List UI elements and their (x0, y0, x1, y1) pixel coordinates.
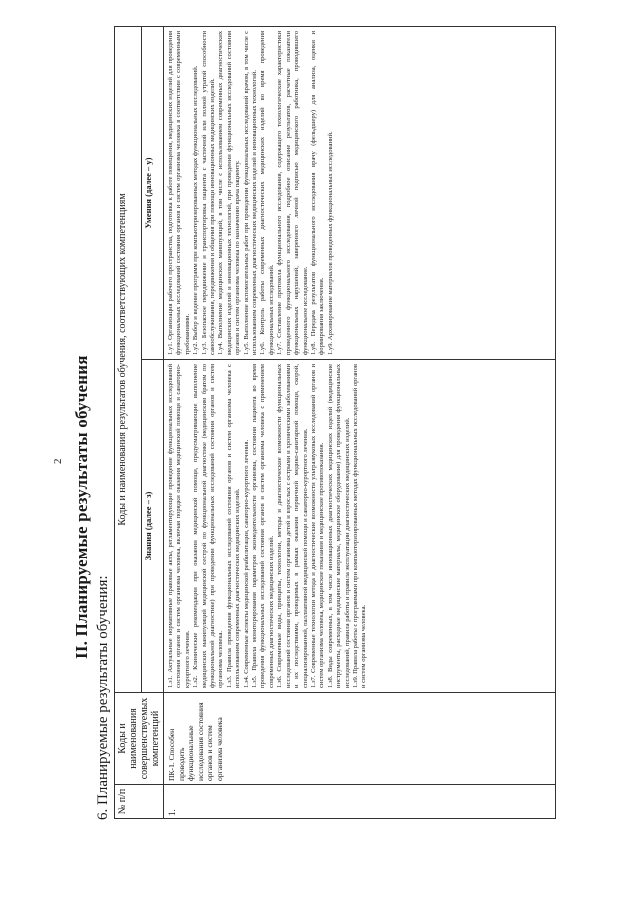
knowledge-item: 1.з8. Виды современных, в том числе инновационных диагностических медицинских изделий (медицинские инструменты, расходные медицинские материалы, медицинское оборудование) для проведения функциональных исследований, правила работы и правила эксплуатации диагностических медицинских изделий. (326, 364, 351, 688)
skill-item: 1.у8. Передача результатов функционального исследования врачу (фельдшеру) для анализа, оценки и формирования заключения. (309, 30, 326, 355)
knowledge-item: 1.з5. Правила мониторирования параметров жизнедеятельности организма, состояния пациента во время проведения функциональных исследований состояния органов и систем организма человека с применением современных диагностических медицинских изделий. (251, 364, 275, 688)
results-table (114, 26, 556, 819)
skill-item: 1.у5. Выполнение вспомогательных работ при проведении функциональных исследований врачом, в том числе с использованием современных диагностических медицинских изделий и инновационных технологий. (242, 30, 259, 355)
header-competence: Коды и наименования совершенствуемых компетенций (115, 693, 164, 785)
knowledge-item: 1.з1. Актуальные нормативные правовые акты, регламентирующие проведение функциональных исследований состояния органов и систем организма человека, включая порядки оказания медицинской помощи и санаторно-курортного лечения. (167, 364, 191, 688)
knowledge-item: 1.з9. Правила работы с программами при компьютеризированных методах функциональных исследований органов и систем организма человека. (351, 364, 368, 688)
skill-item: 1.у4. Выполнение медицинских манипуляций, в том числе с использованием современных диагностических медицинских изделий и инновационных технологий, при проведении функциональных исследований состояния органов и систем организма человека по назначению врача пациенту. (217, 30, 242, 355)
knowledge-item: 1.з3. Правила проведения функциональных исследований состояния органов и систем организма человека с использованием современных диагностических медицинских изделий. (225, 364, 242, 688)
page-number: 2 (52, 458, 64, 464)
skill-item: 1.у9. Архивирование материалов проведенных функциональных исследований. (326, 131, 334, 355)
subheader-skills: Умения (далее – у) (142, 26, 164, 359)
skill-item: 1.у6. Контроль работы современных диагностических медицинских изделий во время проведения функциональных исследований. (259, 30, 275, 355)
knowledge-item: 1.з6. Современные виды, принципы, технологии, методы и диагностические возможности функциональных исследований состояния органов и систем организма детей и взрослых с острыми и хроническими заболеваниями и их последствиями, проводимых в рамках оказания первичной медико-санитарной помощи, скорой, специализированной, паллиативной медицинской помощи и санаторно-курортного лечения. (276, 364, 309, 688)
skill-item: 1.у3. Безопасное передвижение и транспортировка пациента с частичной или полной утратой способности самообслуживания, передвижения и общения при помощи инновационных медицинских изделий. (200, 30, 217, 355)
table-row (164, 26, 556, 818)
skill-item: 1.у2. Выбор и ведение программ при компьютеризированных методах функциональных исследований. (192, 65, 200, 355)
skill-item: 1.у7. Составление протокола функционального исследования, содержащего технологические характеристики проведенного функционального исследования, подробное описание результатов, расчетные показатели функциональных нарушений, заверенного личной подписью медицинского работника, проводившего функциональное исследование. (276, 30, 309, 355)
row-number: 1. (164, 785, 556, 819)
skills-cell (164, 26, 556, 359)
table-header-row (115, 26, 142, 818)
page-heading: II. Планируемые результаты обучения (72, 355, 91, 659)
header-num: № п/п (115, 785, 164, 819)
competence-cell: ПК-1. Способен проводить функциональные исследования состояния органов и систем организма человека (164, 693, 556, 785)
header-results: Коды и наименования результатов обучения, соответствующих компетенциям (115, 26, 142, 692)
knowledge-item: 1.з7. Современные технологии метода и диагностические возможности ультразвуковых исследований органов и систем организма человека, медицинские показания и медицинские противопоказания. (309, 364, 326, 688)
knowledge-item: 1.з4. Современные аспекты медицинской реабилитации, санаторно-курортного лечения. (242, 439, 250, 688)
knowledge-cell (164, 360, 556, 693)
skill-item: 1.у1. Организация рабочего пространства, подготовка к работе помещения, медицинских изделий для проведения функциональных исследований состояния органов и систем организма человека в соответствии с современными требованиями. (167, 30, 191, 355)
knowledge-item: 1.з2. Клинические рекомендации при оказании медицинской помощи, предусматривающие выполнение медицинских манипуляций медицинской сестрой по функциональной диагностике (медицинским братом по функциональной диагностике) при проведении функциональных исследований состояния органов и систем организма человека. (192, 364, 225, 688)
section-title: 6. Планируемые результаты обучения: (95, 575, 111, 820)
subheader-knowledge: Знания (далее – з) (142, 360, 164, 693)
